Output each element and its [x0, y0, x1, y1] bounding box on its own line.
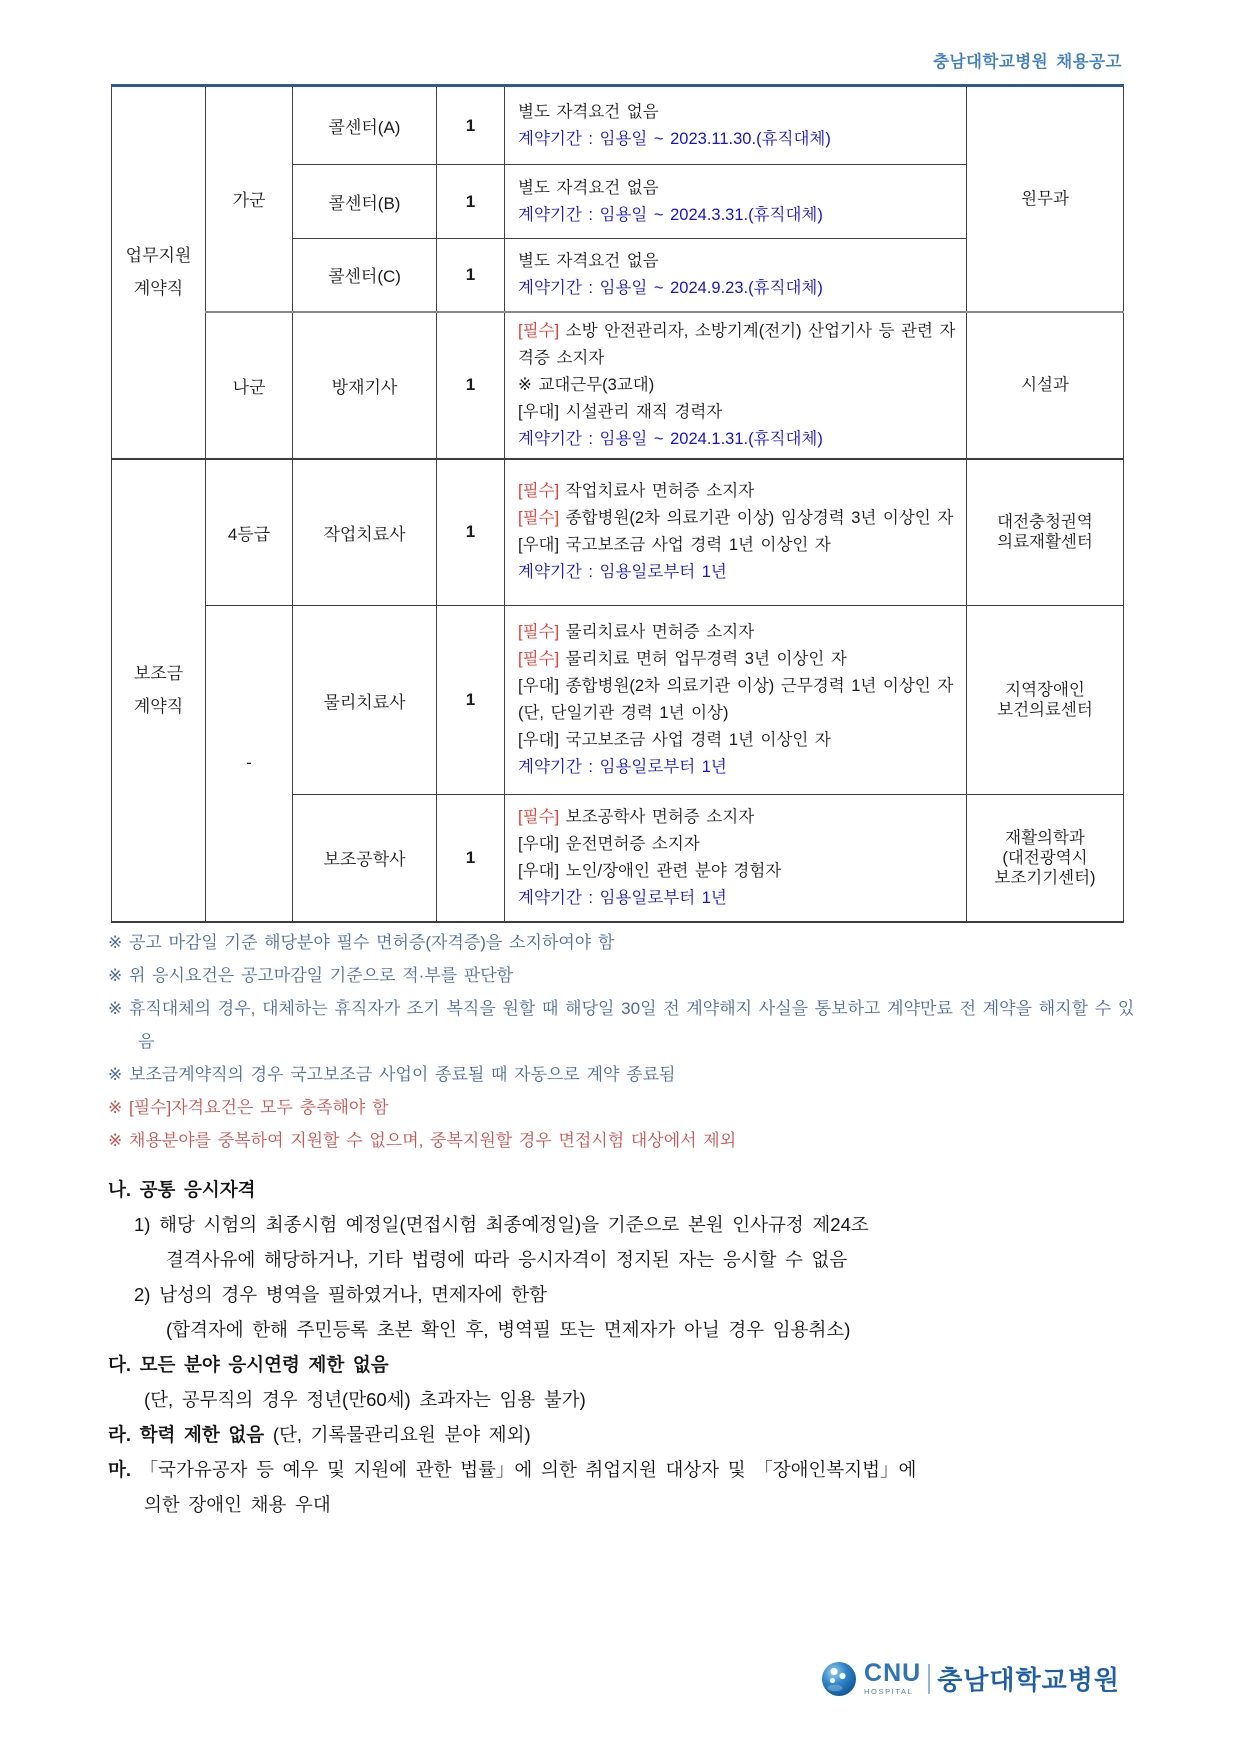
logo-hospital-name: 충남대학교병원: [937, 1665, 1120, 1695]
logo-hospital-text: HOSPITAL: [864, 1687, 914, 1697]
cell-requirements: [505, 239, 967, 312]
cell-department: 원무과: [967, 86, 1124, 312]
requirement-segment: [필수]: [518, 321, 560, 340]
footnote: ※ 채용분야를 중복하여 지원할 수 없으며, 중복지원할 경우 면접시험 대상에서 제외: [108, 1131, 737, 1150]
requirement-segment: 종합병원(2차 의료기관 이상) 임상경력 3년 이상인 자: [559, 509, 954, 528]
requirement-line: [518, 754, 958, 781]
section-line: [108, 1207, 1144, 1242]
requirement-line: [518, 175, 958, 202]
section-line: [108, 1172, 1144, 1207]
requirement-segment: 작업치료사 면허증 소지자: [559, 482, 755, 501]
footnote: ※ 공고 마감일 기준 해당분야 필수 면허증(자격증)을 소지하여야 함: [108, 933, 615, 952]
requirement-segment: 계약기간 : 임용일 ~ 2023.11.30.(휴직대체): [518, 129, 831, 148]
section-text: 라. 학력 제한 없음: [108, 1424, 273, 1445]
section-text: (합격자에 한해 주민등록 초본 확인 후, 병역필 또는 면제자가 아닐 경우 임용취소): [166, 1319, 851, 1340]
requirement-segment: 물리치료 면허 업무경력 3년 이상인 자: [559, 650, 847, 668]
cell-requirements: [505, 165, 967, 239]
cell-requirements: [505, 795, 967, 922]
footnote: ※ 위 응시요건은 공고마감일 기준으로 적·부를 판단함: [108, 966, 514, 985]
cell-position: 콜센터(C): [293, 239, 437, 312]
requirement-segment: 물리치료사 면허증 소지자: [559, 623, 755, 641]
requirement-segment: [우대] 시설관리 재직 경력자: [518, 402, 723, 421]
requirement-line: [518, 619, 958, 646]
footnotes: [108, 926, 1140, 1157]
section-line: [108, 1312, 1144, 1347]
requirement-segment: [필수]: [518, 650, 560, 668]
requirement-segment: [필수]: [518, 482, 560, 501]
cell-count: 1: [437, 795, 505, 922]
table-row: [112, 606, 1124, 795]
requirement-segment: [우대] 종합병원(2차 의료기관 이상) 근무경력 1년 이상인 자 (단, 단일기관 경력 1년 이상): [518, 677, 954, 722]
requirement-segment: [우대] 운전면허증 소지자: [518, 834, 700, 853]
section-line: [108, 1452, 1144, 1487]
section-text: (단, 공무직의 경우 정년(만60세) 초과자는 임용 불가): [144, 1389, 586, 1410]
requirement-segment: [우대] 노인/장애인 관련 분야 경험자: [518, 861, 782, 880]
table-row: [112, 312, 1124, 459]
section-text: 결격사유에 해당하거나, 기타 법령에 따라 응시자격이 정지된 자는 응시할 수 없음: [166, 1249, 848, 1270]
cell-count: 1: [437, 459, 505, 606]
requirement-line: [518, 318, 958, 372]
cell-requirements: [505, 312, 967, 459]
section-line: [108, 1487, 1144, 1522]
requirement-line: [518, 126, 958, 153]
requirement-segment: [필수]: [518, 807, 560, 826]
logo-divider: [928, 1664, 930, 1694]
requirement-segment: 계약기간 : 임용일 ~ 2024.9.23.(휴직대체): [518, 278, 823, 297]
logo-wordmark: [864, 1661, 921, 1696]
cell-department: 지역장애인 보건의료센터: [967, 606, 1124, 795]
requirement-line: [518, 727, 958, 754]
page-title: 충남대학교병원 채용공고: [933, 53, 1122, 71]
requirement-segment: ※ 교대근무(3교대): [518, 375, 655, 394]
section-text: 나. 공통 응시자격: [108, 1179, 256, 1200]
requirement-segment: 소방 안전관리자, 소방기계(전기) 산업기사 등 관련 자격증 소지자: [518, 321, 956, 367]
cell-requirements: [505, 606, 967, 795]
section-line: [108, 1417, 1144, 1452]
section-line: [108, 1347, 1144, 1382]
footnote: ※ 보조금계약직의 경우 국고보조금 사업이 종료될 때 자동으로 계약 종료됨: [108, 1065, 676, 1084]
requirement-line: [518, 399, 958, 426]
requirement-segment: 계약기간 : 임용일 ~ 2024.3.31.(휴직대체): [518, 205, 823, 224]
cell-count: 1: [437, 606, 505, 795]
cell-requirements: [505, 86, 967, 165]
cell-position: 콜센터(A): [293, 86, 437, 165]
cell-department: 시설과: [967, 312, 1124, 459]
cell-count: 1: [437, 165, 505, 239]
section-line: [108, 1242, 1144, 1277]
eligibility-sections: [108, 1172, 1144, 1522]
requirement-segment: 계약기간 : 임용일로부터 1년: [518, 563, 727, 582]
footnote: ※ 휴직대체의 경우, 대체하는 휴직자가 조기 복직을 원할 때 해당일 30일 전 계약해지 사실을 통보하고 계약만료 전 계약을 해지할 수 있음: [108, 999, 1135, 1051]
cell-grade: 나군: [206, 312, 293, 459]
requirement-segment: 별도 자격요건 없음: [518, 178, 659, 197]
requirement-line: [518, 478, 958, 505]
requirement-segment: 보조공학사 면허증 소지자: [559, 807, 755, 826]
section-text: 마.: [108, 1459, 140, 1480]
section-text: 1) 해당 시험의 최종시험 예정일(면접시험 최종예정일)을 기준으로 본원 인사규정 제24조: [134, 1214, 869, 1235]
section-line: [108, 1382, 1144, 1417]
cell-position: 방재기사: [293, 312, 437, 459]
cell-department: 대전충청권역 의료재활센터: [967, 459, 1124, 606]
requirement-segment: 계약기간 : 임용일 ~ 2024.1.31.(휴직대체): [518, 429, 823, 448]
requirement-line: [518, 248, 958, 275]
positions-table: [111, 84, 1124, 923]
cell-count: 1: [437, 239, 505, 312]
cell-position: 콜센터(B): [293, 165, 437, 239]
requirement-segment: [필수]: [518, 509, 560, 528]
hospital-logo: [821, 1660, 1120, 1697]
requirement-segment: 계약기간 : 임용일로부터 1년: [518, 888, 727, 907]
cell-grade: 4등급: [206, 459, 293, 606]
table-row: [112, 86, 1124, 165]
footnote: ※ [필수]자격요건은 모두 충족해야 함: [108, 1098, 389, 1117]
section-text: 「국가유공자 등 예우 및 지원에 관한 법률」에 의한 취업지원 대상자 및 「장애인복지법」에: [139, 1459, 917, 1480]
cell-category: 보조금 계약직: [112, 459, 206, 922]
requirement-line: [518, 831, 958, 858]
requirement-segment: [필수]: [518, 623, 560, 641]
cell-requirements: [505, 459, 967, 606]
requirement-segment: [우대] 국고보조금 사업 경력 1년 이상인 자: [518, 536, 831, 555]
requirement-line: [518, 99, 958, 126]
cell-position: 작업치료사: [293, 459, 437, 606]
section-text: 의한 장애인 채용 우대: [144, 1494, 331, 1515]
section-line: [108, 1277, 1144, 1312]
requirement-line: [518, 804, 958, 831]
requirement-line: [518, 426, 958, 453]
requirement-line: [518, 858, 958, 885]
requirement-segment: 별도 자격요건 없음: [518, 251, 659, 270]
globe-icon: [821, 1661, 857, 1697]
requirement-line: [518, 885, 958, 912]
section-text: 다. 모든 분야 응시연령 제한 없음: [108, 1354, 389, 1375]
requirement-segment: [우대] 국고보조금 사업 경력 1년 이상인 자: [518, 731, 831, 749]
cell-grade: 가군: [206, 86, 293, 312]
requirement-line: [518, 372, 958, 399]
requirement-line: [518, 559, 958, 586]
requirement-segment: 별도 자격요건 없음: [518, 102, 659, 121]
requirement-line: [518, 505, 958, 532]
requirement-line: [518, 275, 958, 302]
requirement-line: [518, 202, 958, 229]
cell-category: 업무지원 계약직: [112, 86, 206, 459]
requirement-segment: 계약기간 : 임용일로부터 1년: [518, 758, 727, 776]
cell-position: 보조공학사: [293, 795, 437, 922]
cell-count: 1: [437, 312, 505, 459]
table-row: [112, 459, 1124, 606]
section-text: 2) 남성의 경우 병역을 필하였거나, 면제자에 한함: [134, 1284, 547, 1305]
section-text: (단, 기록물관리요원 분야 제외): [272, 1424, 531, 1445]
cell-count: 1: [437, 86, 505, 165]
requirement-line: [518, 673, 958, 727]
logo-cnu-text: CNU: [864, 1659, 922, 1688]
cell-department: 재활의학과 (대전광역시 보조기기센터): [967, 795, 1124, 922]
cell-position: 물리치료사: [293, 606, 437, 795]
requirement-line: [518, 646, 958, 673]
requirement-line: [518, 532, 958, 559]
cell-grade: -: [206, 606, 293, 922]
